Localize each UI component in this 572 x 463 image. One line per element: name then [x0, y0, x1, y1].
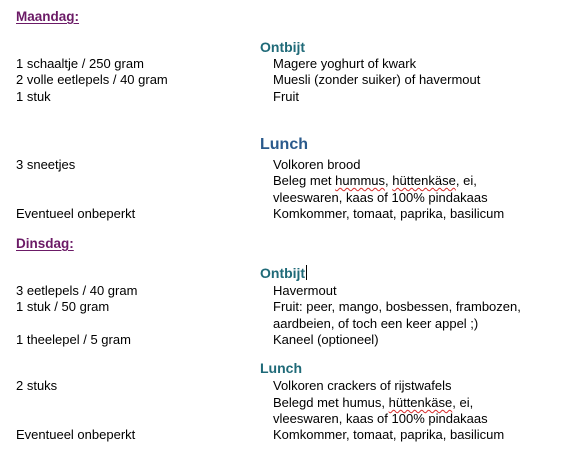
- food-item-text: Fruit: peer, mango, bosbessen, frambozen,: [273, 299, 521, 314]
- meal-heading-breakfast: Ontbijt: [260, 39, 306, 55]
- food-item-text: Magere yoghurt of kwark: [273, 56, 417, 71]
- food-item-text: Fruit: [273, 89, 299, 104]
- meal-heading-lunch: Lunch: [260, 360, 302, 376]
- quantity-text: 1 schaaltje / 250 gram: [16, 56, 144, 71]
- quantity-text: 2 stuks: [16, 378, 58, 393]
- quantity-text: Eventueel onbeperkt: [16, 206, 136, 221]
- food-item-text: Belegd met humus, hüttenkäse, ei,: [273, 395, 474, 410]
- meal-heading-breakfast: Ontbijt: [260, 265, 306, 281]
- spellcheck-word: hummus: [335, 173, 386, 188]
- day-heading-monday: Maandag:: [16, 9, 80, 24]
- spellcheck-word: hüttenkäse: [392, 173, 456, 188]
- quantity-text: 3 sneetjes: [16, 157, 76, 172]
- food-item-text: vleeswaren, kaas of 100% pindakaas: [273, 411, 488, 426]
- food-item-text: Kaneel (optioneel): [273, 332, 379, 347]
- food-item-text: Volkoren brood: [273, 157, 361, 172]
- quantity-text: 1 stuk: [16, 89, 51, 104]
- quantity-text: 2 volle eetlepels / 40 gram: [16, 72, 168, 87]
- food-item-text: Komkommer, tomaat, paprika, basilicum: [273, 206, 505, 221]
- meal-heading-lunch: Lunch: [260, 136, 308, 153]
- text-cursor: [306, 265, 307, 280]
- quantity-text: 1 stuk / 50 gram: [16, 299, 110, 314]
- food-item-text: Komkommer, tomaat, paprika, basilicum: [273, 427, 505, 442]
- food-item-text: Beleg met hummus, hüttenkäse, ei,: [273, 173, 477, 188]
- quantity-text: Eventueel onbeperkt: [16, 427, 136, 442]
- food-item-text: vleeswaren, kaas of 100% pindakaas: [273, 190, 488, 205]
- food-item-text: Havermout: [273, 283, 337, 298]
- quantity-text: 3 eetlepels / 40 gram: [16, 283, 138, 298]
- day-heading-tuesday: Dinsdag:: [16, 236, 74, 251]
- food-item-text: Volkoren crackers of rijstwafels: [273, 378, 452, 393]
- quantity-text: 1 theelepel / 5 gram: [16, 332, 131, 347]
- spellcheck-word: hüttenkäse: [388, 395, 453, 410]
- food-item-text: aardbeien, of toch een keer appel ;): [273, 316, 479, 331]
- food-item-text: Muesli (zonder suiker) of havermout: [273, 72, 481, 87]
